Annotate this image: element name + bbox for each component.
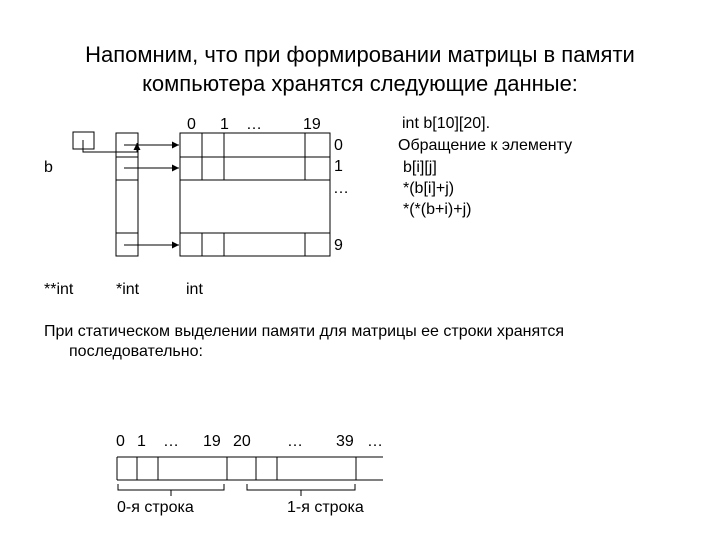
- row-label-1: 1: [334, 158, 343, 175]
- row-label-9: 9: [334, 237, 343, 254]
- column-label-0: 0: [187, 116, 196, 133]
- declaration-text: int b[10][20].: [402, 115, 491, 132]
- column-label-ellipsis: …: [246, 116, 262, 133]
- memory-index-ellipsis-3: …: [367, 433, 383, 450]
- row-0-label: 0-я строка: [117, 499, 194, 516]
- pointer-label-b: b: [44, 159, 53, 176]
- slide-title-line-2: компьютера хранятся следующие данные:: [142, 71, 578, 96]
- paragraph-line-2: последовательно:: [69, 343, 203, 360]
- row-1-label: 1-я строка: [287, 499, 364, 516]
- memory-index-20: 20: [233, 433, 251, 450]
- pointer-b-arrow: [83, 140, 137, 152]
- type-label-int: int: [186, 281, 203, 298]
- access-form-1: b[i][j]: [403, 159, 437, 176]
- access-form-2: *(b[i]+j): [403, 180, 455, 197]
- type-label-double-pointer: **int: [44, 281, 74, 298]
- row-1-brace: [247, 484, 355, 496]
- column-label-19: 19: [303, 116, 321, 133]
- access-heading: Обращение к элементу: [398, 137, 573, 154]
- column-label-1: 1: [220, 116, 229, 133]
- access-form-3: *(*(b+i)+j): [403, 201, 472, 218]
- row-label-ellipsis: …: [333, 180, 349, 197]
- memory-index-ellipsis-2: …: [287, 433, 303, 450]
- row-pointer-array: [116, 133, 138, 256]
- row-label-0: 0: [334, 137, 343, 154]
- memory-index-19: 19: [203, 433, 221, 450]
- memory-index-0: 0: [116, 433, 125, 450]
- row-pointer-arrows: [124, 145, 179, 245]
- memory-index-1: 1: [137, 433, 146, 450]
- paragraph-line-1: При статическом выделении памяти для матрицы ее строки хранятся: [44, 323, 564, 340]
- slide-title-line-1: Напомним, что при формировании матрицы в памяти: [85, 42, 635, 67]
- memory-strip: [117, 457, 383, 480]
- memory-index-39: 39: [336, 433, 354, 450]
- type-label-pointer: *int: [116, 281, 140, 298]
- row-0-brace: [118, 484, 224, 496]
- memory-index-ellipsis-1: …: [163, 433, 179, 450]
- matrix-grid: [180, 133, 330, 256]
